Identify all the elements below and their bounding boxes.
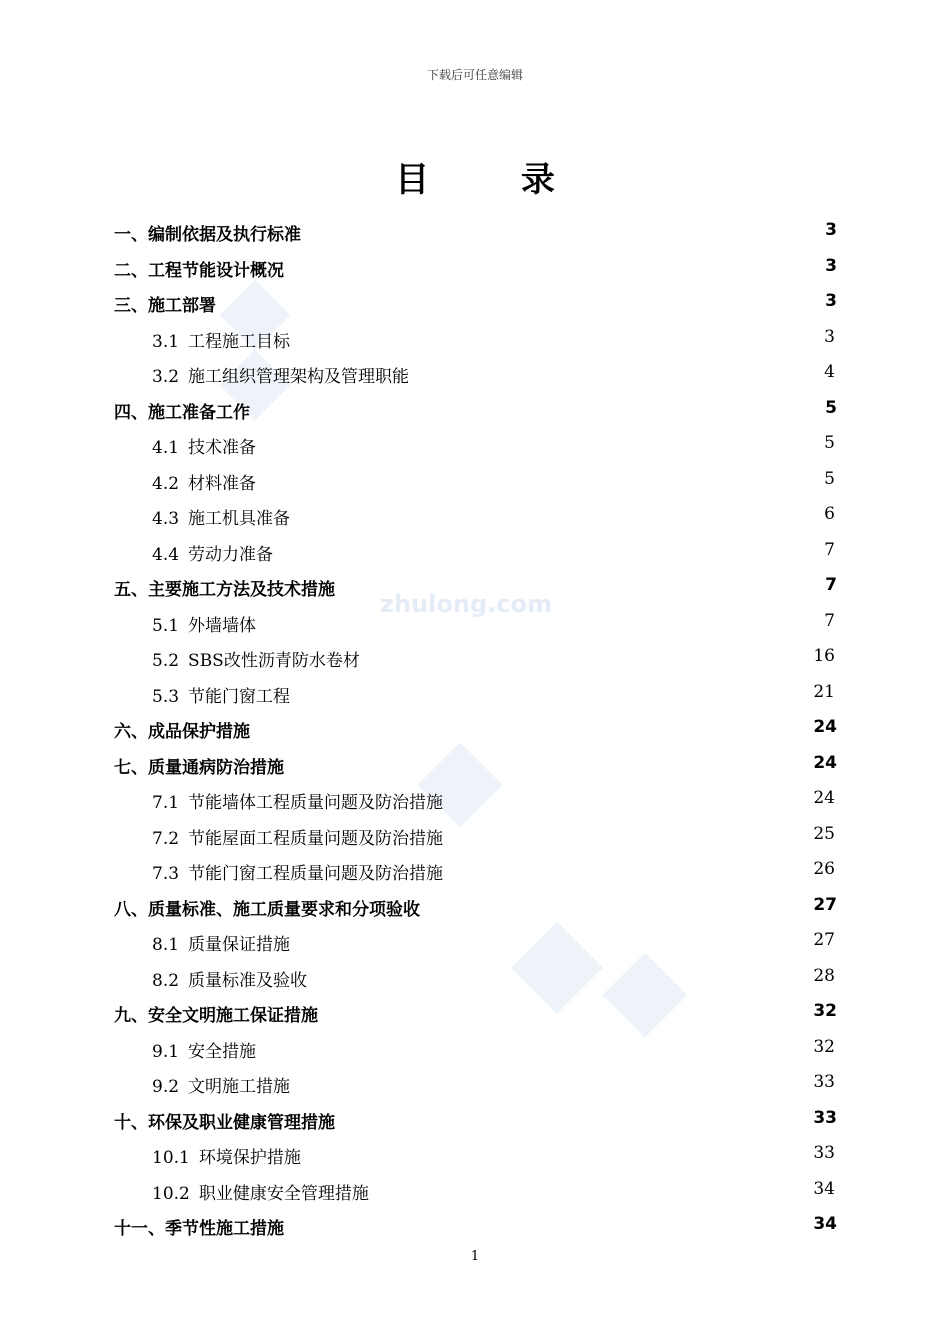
toc-section[interactable] (0, 1065, 950, 1101)
toc-entry-text: 十、环保及职业健康管理措施 (114, 1112, 335, 1133)
toc-entry-label (152, 327, 290, 352)
toc-page-number: 3 (825, 291, 837, 311)
toc-page-number: 3 (825, 255, 837, 276)
toc-section-number: 7.2 (152, 828, 180, 849)
toc-chapter[interactable] (0, 710, 950, 746)
toc-entry-label (152, 682, 290, 707)
toc-entry-text: 技术准备 (188, 438, 257, 458)
toc-section[interactable] (0, 923, 950, 959)
toc-entry-text: 施工组织管理架构及管理职能 (188, 367, 410, 387)
toc-entry-text: 八、质量标准、施工质量要求和分项验收 (114, 899, 420, 920)
toc-chapter[interactable] (0, 1101, 950, 1137)
toc-page-number: 3 (824, 326, 835, 347)
toc-entry-text: 节能门窗工程质量问题及防治措施 (188, 864, 444, 884)
toc-entry-text: 三、施工部署 (114, 296, 216, 316)
toc-page-number: 6 (824, 504, 835, 524)
toc-section[interactable] (0, 675, 950, 711)
toc-entry-label (114, 256, 284, 281)
toc-page-number: 21 (813, 681, 835, 702)
toc-entry-label (114, 1214, 284, 1239)
page-number: 1 (470, 1249, 480, 1264)
toc-chapter[interactable] (0, 213, 950, 249)
toc-entry-text: 工程施工目标 (188, 331, 291, 352)
toc-entry-label (114, 220, 301, 245)
toc-entry-text: 一、编制依据及执行标准 (114, 225, 301, 245)
toc-page-number: 5 (825, 397, 837, 418)
toc-section[interactable] (0, 355, 950, 391)
toc-chapter[interactable] (0, 249, 950, 285)
toc-section[interactable] (0, 639, 950, 675)
toc-page-number: 7 (824, 539, 835, 560)
toc-page-number: 4 (824, 362, 835, 382)
toc-section[interactable] (0, 817, 950, 853)
toc-entry-label (152, 611, 256, 636)
toc-entry-text: 四、施工准备工作 (114, 402, 250, 423)
toc-entry-text: 材料准备 (188, 473, 257, 494)
toc-entry-label (114, 717, 250, 742)
toc-entry-label (152, 433, 256, 458)
toc-entry-text: 职业健康安全管理措施 (198, 1183, 369, 1204)
toc-page-number: 7 (825, 575, 837, 595)
toc-page-number: 16 (813, 646, 835, 666)
toc-section-number: 8.2 (152, 970, 180, 991)
toc-section[interactable] (0, 959, 950, 995)
toc-page-number: 33 (813, 1143, 835, 1163)
toc-entry-text: 施工机具准备 (188, 509, 291, 529)
toc-chapter[interactable] (0, 284, 950, 320)
toc-entry-text: 环境保护措施 (198, 1148, 301, 1168)
toc-entry-label (152, 1037, 256, 1062)
toc-page-number: 33 (813, 1072, 835, 1092)
toc-entry-text: 外墙墙体 (188, 615, 257, 636)
toc-section[interactable] (0, 1172, 950, 1208)
toc-entry-label (152, 362, 409, 387)
header-note: 下载后可任意编辑 (426, 68, 523, 82)
toc-section-number: 7.1 (152, 793, 180, 813)
toc-section[interactable] (0, 781, 950, 817)
toc-chapter[interactable] (0, 1207, 950, 1243)
toc-entry-text: 劳动力准备 (188, 544, 274, 565)
toc-page-number: 3 (825, 220, 837, 240)
toc-section-number: 5.2 (152, 651, 180, 671)
toc-entry-label (114, 575, 335, 600)
page-title: 目 录 (395, 160, 595, 200)
toc-section-number: 10.1 (152, 1148, 190, 1168)
toc-entry-text: 文明施工措施 (188, 1077, 291, 1097)
toc-section-number: 3.1 (152, 331, 180, 352)
toc-entry-label (152, 966, 307, 991)
toc-section-number: 10.2 (152, 1183, 190, 1204)
table-of-contents (0, 213, 950, 1243)
toc-entry-label (114, 398, 250, 423)
toc-page-number: 24 (813, 752, 837, 773)
toc-page-number: 32 (813, 1001, 837, 1021)
toc-section[interactable] (0, 497, 950, 533)
toc-page-number: 27 (813, 930, 835, 950)
toc-entry-text: SBS改性沥青防水卷材 (188, 651, 360, 671)
toc-section-number: 3.2 (152, 367, 180, 387)
toc-entry-label (152, 540, 273, 565)
toc-chapter[interactable] (0, 888, 950, 924)
toc-entry-text: 节能墙体工程质量问题及防治措施 (188, 793, 444, 813)
toc-page-number: 24 (813, 717, 837, 737)
toc-section-number: 4.1 (152, 438, 180, 458)
toc-entry-label (114, 1108, 335, 1133)
toc-entry-text: 十一、季节性施工措施 (114, 1219, 284, 1239)
toc-section-number: 5.3 (152, 686, 180, 707)
toc-section[interactable] (0, 1030, 950, 1066)
toc-section[interactable] (0, 533, 950, 569)
toc-entry-text: 七、质量通病防治措施 (114, 757, 284, 778)
toc-section-number: 7.3 (152, 864, 180, 884)
toc-page-number: 33 (813, 1107, 837, 1128)
toc-entry-label (114, 895, 420, 920)
toc-section-number: 5.1 (152, 615, 180, 636)
toc-section-number: 4.4 (152, 544, 180, 565)
toc-entry-label (152, 1179, 369, 1204)
toc-entry-text: 节能屋面工程质量问题及防治措施 (188, 828, 444, 849)
toc-chapter[interactable] (0, 568, 950, 604)
toc-chapter[interactable] (0, 994, 950, 1030)
toc-page-number: 26 (813, 859, 835, 879)
toc-section[interactable] (0, 1136, 950, 1172)
toc-entry-label (152, 859, 443, 884)
toc-entry-label (152, 504, 290, 529)
toc-chapter[interactable] (0, 746, 950, 782)
toc-section-number: 8.1 (152, 935, 180, 955)
toc-section[interactable] (0, 604, 950, 640)
toc-chapter[interactable] (0, 391, 950, 427)
toc-page-number: 24 (813, 788, 835, 808)
watermark-text: zhulong.com (380, 590, 552, 618)
toc-entry-text: 安全措施 (188, 1041, 257, 1062)
toc-section-number: 4.2 (152, 473, 180, 494)
toc-page-number: 34 (813, 1214, 837, 1234)
toc-page-number: 28 (813, 965, 835, 986)
toc-entry-label (152, 469, 256, 494)
toc-entry-label (114, 291, 216, 316)
toc-section[interactable] (0, 320, 950, 356)
toc-page-number: 34 (813, 1178, 835, 1199)
toc-entry-text: 二、工程节能设计概况 (114, 260, 284, 281)
toc-entry-label (152, 1143, 301, 1168)
toc-section-number: 9.1 (152, 1041, 180, 1062)
toc-page-number: 7 (824, 610, 835, 631)
toc-entry-label (152, 646, 360, 671)
toc-section[interactable] (0, 852, 950, 888)
toc-entry-text: 节能门窗工程 (188, 686, 291, 707)
toc-page-number: 5 (824, 468, 835, 489)
toc-entry-label (114, 1001, 318, 1026)
toc-page-number: 25 (813, 823, 835, 844)
toc-section-number: 4.3 (152, 509, 180, 529)
toc-page-number: 27 (813, 894, 837, 915)
toc-entry-label (114, 753, 284, 778)
toc-entry-label (152, 1072, 290, 1097)
toc-section[interactable] (0, 462, 950, 498)
toc-entry-label (152, 824, 443, 849)
toc-entry-text: 九、安全文明施工保证措施 (114, 1006, 318, 1026)
toc-entry-text: 六、成品保护措施 (114, 722, 250, 742)
toc-entry-text: 质量标准及验收 (188, 970, 308, 991)
toc-section-number: 9.2 (152, 1077, 180, 1097)
toc-entry-label (152, 930, 290, 955)
toc-entry-label (152, 788, 443, 813)
toc-entry-text: 五、主要施工方法及技术措施 (114, 580, 335, 600)
toc-section[interactable] (0, 426, 950, 462)
toc-entry-text: 质量保证措施 (188, 935, 291, 955)
toc-page-number: 5 (824, 433, 835, 453)
toc-page-number: 32 (813, 1036, 835, 1057)
